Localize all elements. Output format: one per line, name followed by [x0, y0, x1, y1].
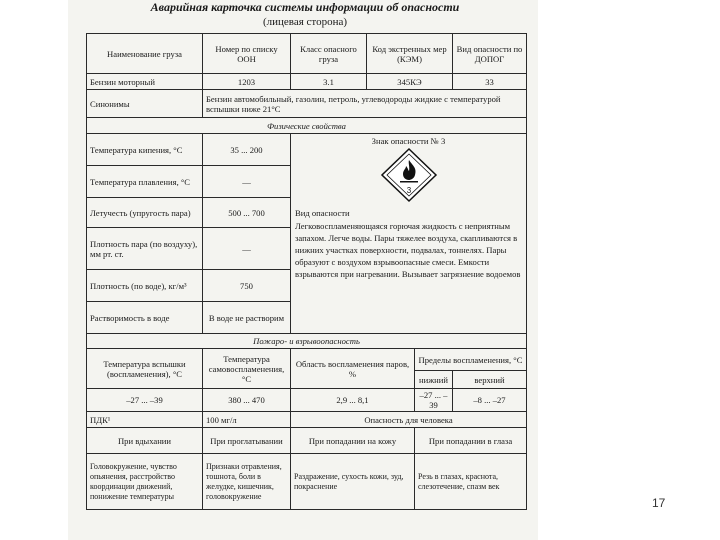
header-name: Наименование груза: [87, 34, 203, 74]
sign-number: 3: [406, 186, 411, 195]
card-title: Аварийная карточка системы информации об опасности: [150, 0, 460, 14]
fire-title-row: [87, 334, 527, 349]
pdk-label: ПДК¹: [87, 412, 203, 428]
exposure-value: Головокружение, чувство опьянения, расстройство координации движений, понижение температуры: [87, 454, 203, 510]
header-code: Код экстренных мер (КЭМ): [367, 34, 453, 74]
sign-description: Легковоспламеняющаяся горючая жидкость с неприятным запахом. Легче воды. Пары тяжелее воздуха, скапливаются в нижних участках поверхности, подвалах, тоннелях. Пары образуют с воздухом взрывоопасные смеси. Емкости взрываются при нагревании. Вызывает загрязнение водоемов: [295, 221, 521, 279]
pdk-value: 100 мг/л: [203, 412, 291, 428]
pdk-row: [87, 412, 527, 428]
product-name: Бензин моторный: [87, 74, 203, 90]
phys-value: —: [203, 166, 291, 198]
phys-value: —: [203, 228, 291, 270]
fire-title: Пожаро- и взрывоопасность: [87, 334, 527, 349]
human-danger-title: Опасность для человека: [291, 412, 527, 428]
phys-row: [87, 134, 527, 166]
product-code: 345КЭ: [367, 74, 453, 90]
hazard-card-table: [86, 33, 527, 510]
exposure-value-row: [87, 454, 527, 510]
exposure-value: Резь в глазах, краснота, слезотечение, спазм век: [415, 454, 527, 510]
phys-title-row: [87, 118, 527, 134]
limits-label: Пределы воспламенения, °С: [415, 349, 527, 371]
exposure-header-row: [87, 428, 527, 454]
flammable-diamond-icon: [379, 146, 439, 204]
phys-value: 500 ... 700: [203, 198, 291, 228]
fire-header-row: [87, 349, 527, 371]
flash-value: –27 ... –39: [87, 389, 203, 412]
phys-title: Физические свойства: [87, 118, 527, 134]
phys-label: Растворимость в воде: [87, 302, 203, 334]
header-class: Класс опасного груза: [291, 34, 367, 74]
exposure-value: Раздражение, сухость кожи, зуд, покраснение: [291, 454, 415, 510]
exposure-header: При проглатывании: [203, 428, 291, 454]
synonyms-value: Бензин автомобильный, газолин, петроль, углеводороды жидкие с температурой вспышки ниже 21°С: [203, 90, 527, 118]
ignition-area-value: 2,9 ... 8,1: [291, 389, 415, 412]
ignition-area-label: Область воспламенения паров, %: [291, 349, 415, 389]
phys-label: Температура плавления, °С: [87, 166, 203, 198]
flame-base: [400, 181, 418, 183]
upper-limit-value: –8 ... –27: [453, 389, 527, 412]
phys-label: Плотность пара (по воздуху), мм рт. ст.: [87, 228, 203, 270]
card-subtitle: (лицевая сторона): [262, 16, 348, 28]
hazard-sign-cell: [291, 134, 527, 334]
upper-limit-label: верхний: [453, 371, 527, 389]
exposure-header: При попадании в глаза: [415, 428, 527, 454]
flash-label: Температура вспышки (воспламенения), °С: [87, 349, 203, 389]
phys-value: В воде не растворим: [203, 302, 291, 334]
sign-diamond: [295, 146, 522, 204]
phys-label: Плотность (по воде), кг/м³: [87, 270, 203, 302]
auto-ignition-value: 380 ... 470: [203, 389, 291, 412]
lower-limit-label: нижний: [415, 371, 453, 389]
auto-ignition-label: Температура самовоспламенения, °С: [203, 349, 291, 389]
synonyms-row: [87, 90, 527, 118]
exposure-header: При попадании на кожу: [291, 428, 415, 454]
fire-value-row: [87, 389, 527, 412]
phys-value: 35 ... 200: [203, 134, 291, 166]
sign-vid-label: Вид опасности: [295, 208, 350, 218]
synonyms-label: Синонимы: [87, 90, 203, 118]
header-row: [87, 34, 527, 74]
product-un: 1203: [203, 74, 291, 90]
exposure-value: Признаки отравления, тошнота, боли в желудке, кишечник, головокружение: [203, 454, 291, 510]
page-number: 17: [652, 496, 666, 510]
lower-limit-value: –27 ... –39: [415, 389, 453, 412]
exposure-header: При вдыхании: [87, 428, 203, 454]
product-class: 3.1: [291, 74, 367, 90]
phys-label: Температура кипения, °С: [87, 134, 203, 166]
header-un: Номер по списку ООН: [203, 34, 291, 74]
product-row: [87, 74, 527, 90]
phys-value: 750: [203, 270, 291, 302]
phys-label: Летучесть (упругость пара): [87, 198, 203, 228]
header-vid: Вид опасности по ДОПОГ: [453, 34, 527, 74]
sign-title: Знак опасности № 3: [371, 136, 446, 146]
product-vid: 33: [453, 74, 527, 90]
